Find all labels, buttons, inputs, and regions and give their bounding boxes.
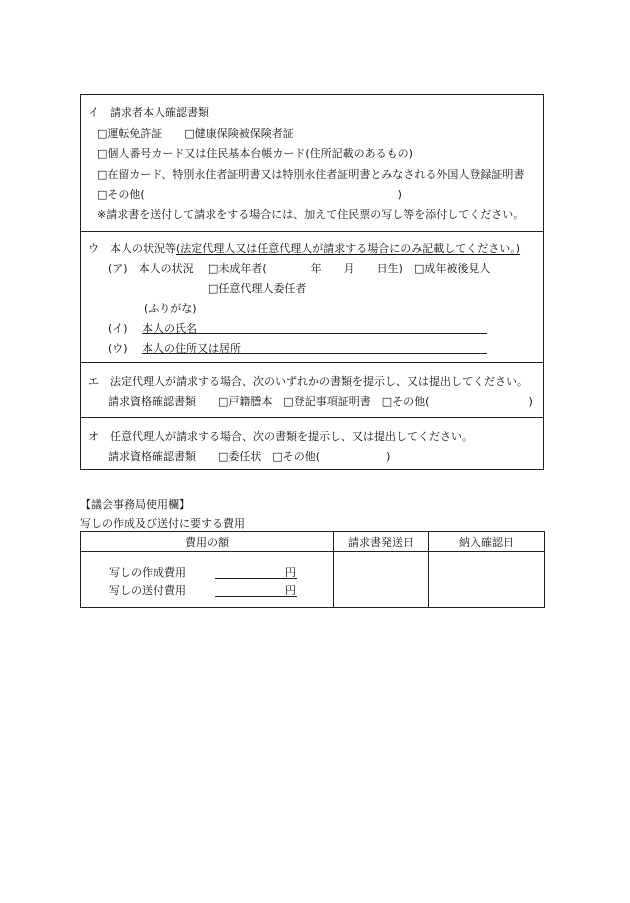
section-u-heading-prefix: ウ 本人の状況等: [88, 242, 176, 255]
person-name-field-line: [142, 333, 487, 334]
office-use-title: 【議会事務局使用欄】: [80, 498, 190, 511]
section-o-docs: 請求資格確認書類 □委任状 □その他( ): [108, 450, 391, 463]
section-u-a-option2: □任意代理人委任者: [208, 282, 307, 295]
section-e-docs: 請求資格確認書類 □戸籍謄本 □登記事項証明書 □その他( ): [108, 395, 533, 408]
header-request-sent-date: 請求書発送日: [334, 532, 429, 552]
copy-cost-label: 写しの作成費用: [109, 566, 186, 579]
section-u-i-label: (イ): [108, 322, 128, 335]
section-i-note: ※請求書を送付して請求をする場合には、加えて住民票の写し等を添付してください。: [97, 208, 525, 221]
divider-e: [81, 362, 543, 363]
fee-amount-cell: [81, 552, 334, 608]
header-fee-amount: 費用の額: [81, 532, 334, 552]
section-e-heading: エ 法定代理人が請求する場合、次のいずれかの書類を提示し、又は提出してください。: [88, 375, 528, 388]
furigana-label: (ふりがな): [144, 302, 197, 315]
section-o-heading: オ 任意代理人が請求する場合、次の書類を提示し、又は提出してください。: [88, 430, 473, 443]
person-address-label: 本人の住所又は居所: [142, 342, 241, 355]
office-use-subtitle: 写しの作成及び送付に要する費用: [80, 517, 245, 530]
divider-o: [81, 417, 543, 418]
divider-u: [81, 231, 543, 232]
section-i-line2: □個人番号カード又は住民基本台帳カード(住所記載のあるもの): [97, 147, 413, 160]
shipping-cost-yen: 円: [285, 584, 296, 597]
shipping-cost-label: 写しの送付費用: [109, 584, 186, 597]
section-i-line3: □在留カード、特別永住者証明書又は特別永住者証明書とみなされる外国人登録証明書: [97, 168, 525, 181]
payment-confirmed-date-cell: [429, 552, 545, 608]
section-i-heading: イ 請求者本人確認書類: [88, 106, 209, 119]
section-i-line4: □その他( ): [97, 188, 402, 201]
section-i-line1: □運転免許証 □健康保険被保険者証: [97, 127, 294, 140]
section-u-u-label: (ウ): [108, 342, 128, 355]
request-sent-date-cell: [334, 552, 429, 608]
person-address-field-line: [142, 353, 487, 354]
section-u-a-options: □未成年者( 年 月 日生) □成年被後見人: [208, 262, 491, 275]
copy-cost-yen: 円: [285, 566, 296, 579]
fee-table-row: [81, 552, 545, 608]
fee-table: [80, 531, 545, 608]
header-payment-confirmed-date: 納入確認日: [429, 532, 545, 552]
person-name-label: 本人の氏名: [142, 322, 197, 335]
fee-table-header-row: [81, 532, 545, 552]
section-u-heading: [88, 240, 520, 256]
section-u-heading-note: (法定代理人又は任意代理人が請求する場合にのみ記載してください。): [176, 242, 521, 255]
section-u-a-label: (ア) 本人の状況: [108, 262, 194, 275]
